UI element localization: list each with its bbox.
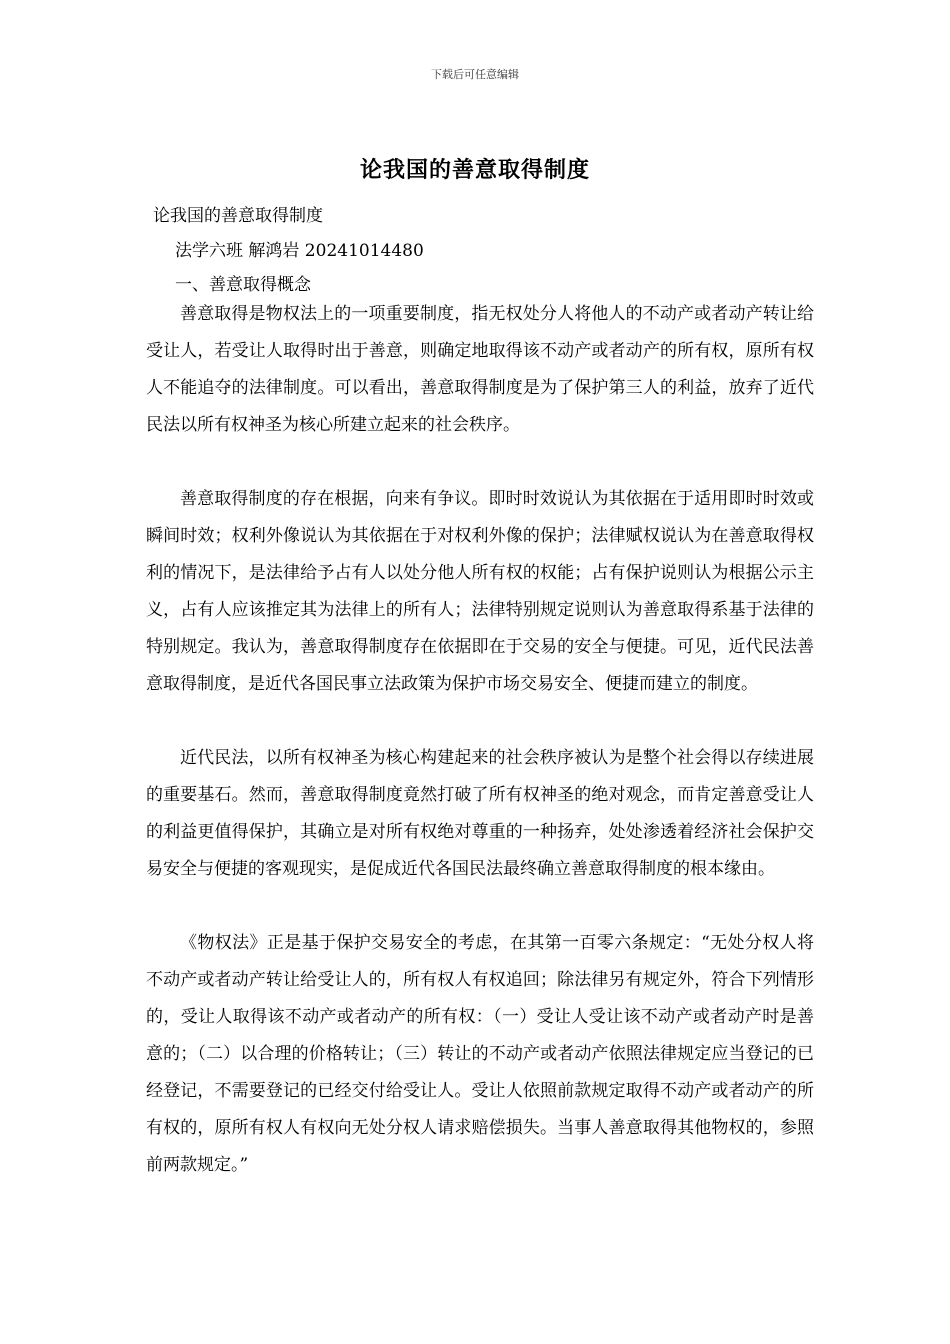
page-header-note: 下载后可任意编辑 [431,68,519,81]
body-paragraph: 《物权法》正是基于保护交易安全的考虑，在其第一百零六条规定：“无处分权人将不动产或者动产转让给受让人的，所有权人有权追回；除法律另有规定外，符合下列情形的，受让人取得该不动产或者动产的所有权：（一）受让人受让该不动产或者动产时是善意的；（二）以合理的价格转让；（三）转让的不动产或者动产依照法律规定应当登记的已经登记，不需要登记的已经交付给受让人。受让人依照前款规定取得不动产或者动产的所有权的，原所有权人有权向无处分权人请求赔偿损失。当事人善意取得其他物权的，参照前两款规定。” [146,933,814,1175]
body-paragraph: 善意取得制度的存在根据，向来有争议。即时时效说认为其依据在于适用即时时效或瞬间时效；权利外像说认为其依据在于对权利外像的保护；法律赋权说认为在善意取得权利的情况下，是法律给予占有人以处分他人所有权的权能；占有保护说则认为根据公示主义，占有人应该推定其为法律上的所有人；法律特别规定说则认为善意取得系基于法律的特别规定。我认为，善意取得制度存在依据即在于交易的安全与便捷。可见，近代民法善意取得制度，是近代各国民事立法政策为保护市场交易安全、便捷而建立的制度。 [146,489,814,694]
section-heading: 一、善意取得概念 [175,275,311,295]
document-title: 论我国的善意取得制度 [359,157,590,183]
author-line: 法学六班 解鸿岩 20241014480 [175,241,424,261]
body-paragraph: 善意取得是物权法上的一项重要制度，指无权处分人将他人的不动产或者动产转让给受让人，若受让人取得时出于善意，则确定地取得该不动产或者动产的所有权，原所有权人不能追夺的法律制度。可以看出，善意取得制度是为了保护第三人的利益，放弃了近代民法以所有权神圣为核心所建立起来的社会秩序。 [146,304,814,435]
document-subtitle: 论我国的善意取得制度 [153,206,323,226]
body-paragraph: 近代民法，以所有权神圣为核心构建起来的社会秩序被认为是整个社会得以存续进展的重要基石。然而，善意取得制度竟然打破了所有权神圣的绝对观念，而肯定善意受让人的利益更值得保护，其确立是对所有权绝对尊重的一种扬弃，处处渗透着经济社会保护交易安全与便捷的客观现实，是促成近代各国民法最终确立善意取得制度的根本缘由。 [146,748,814,879]
